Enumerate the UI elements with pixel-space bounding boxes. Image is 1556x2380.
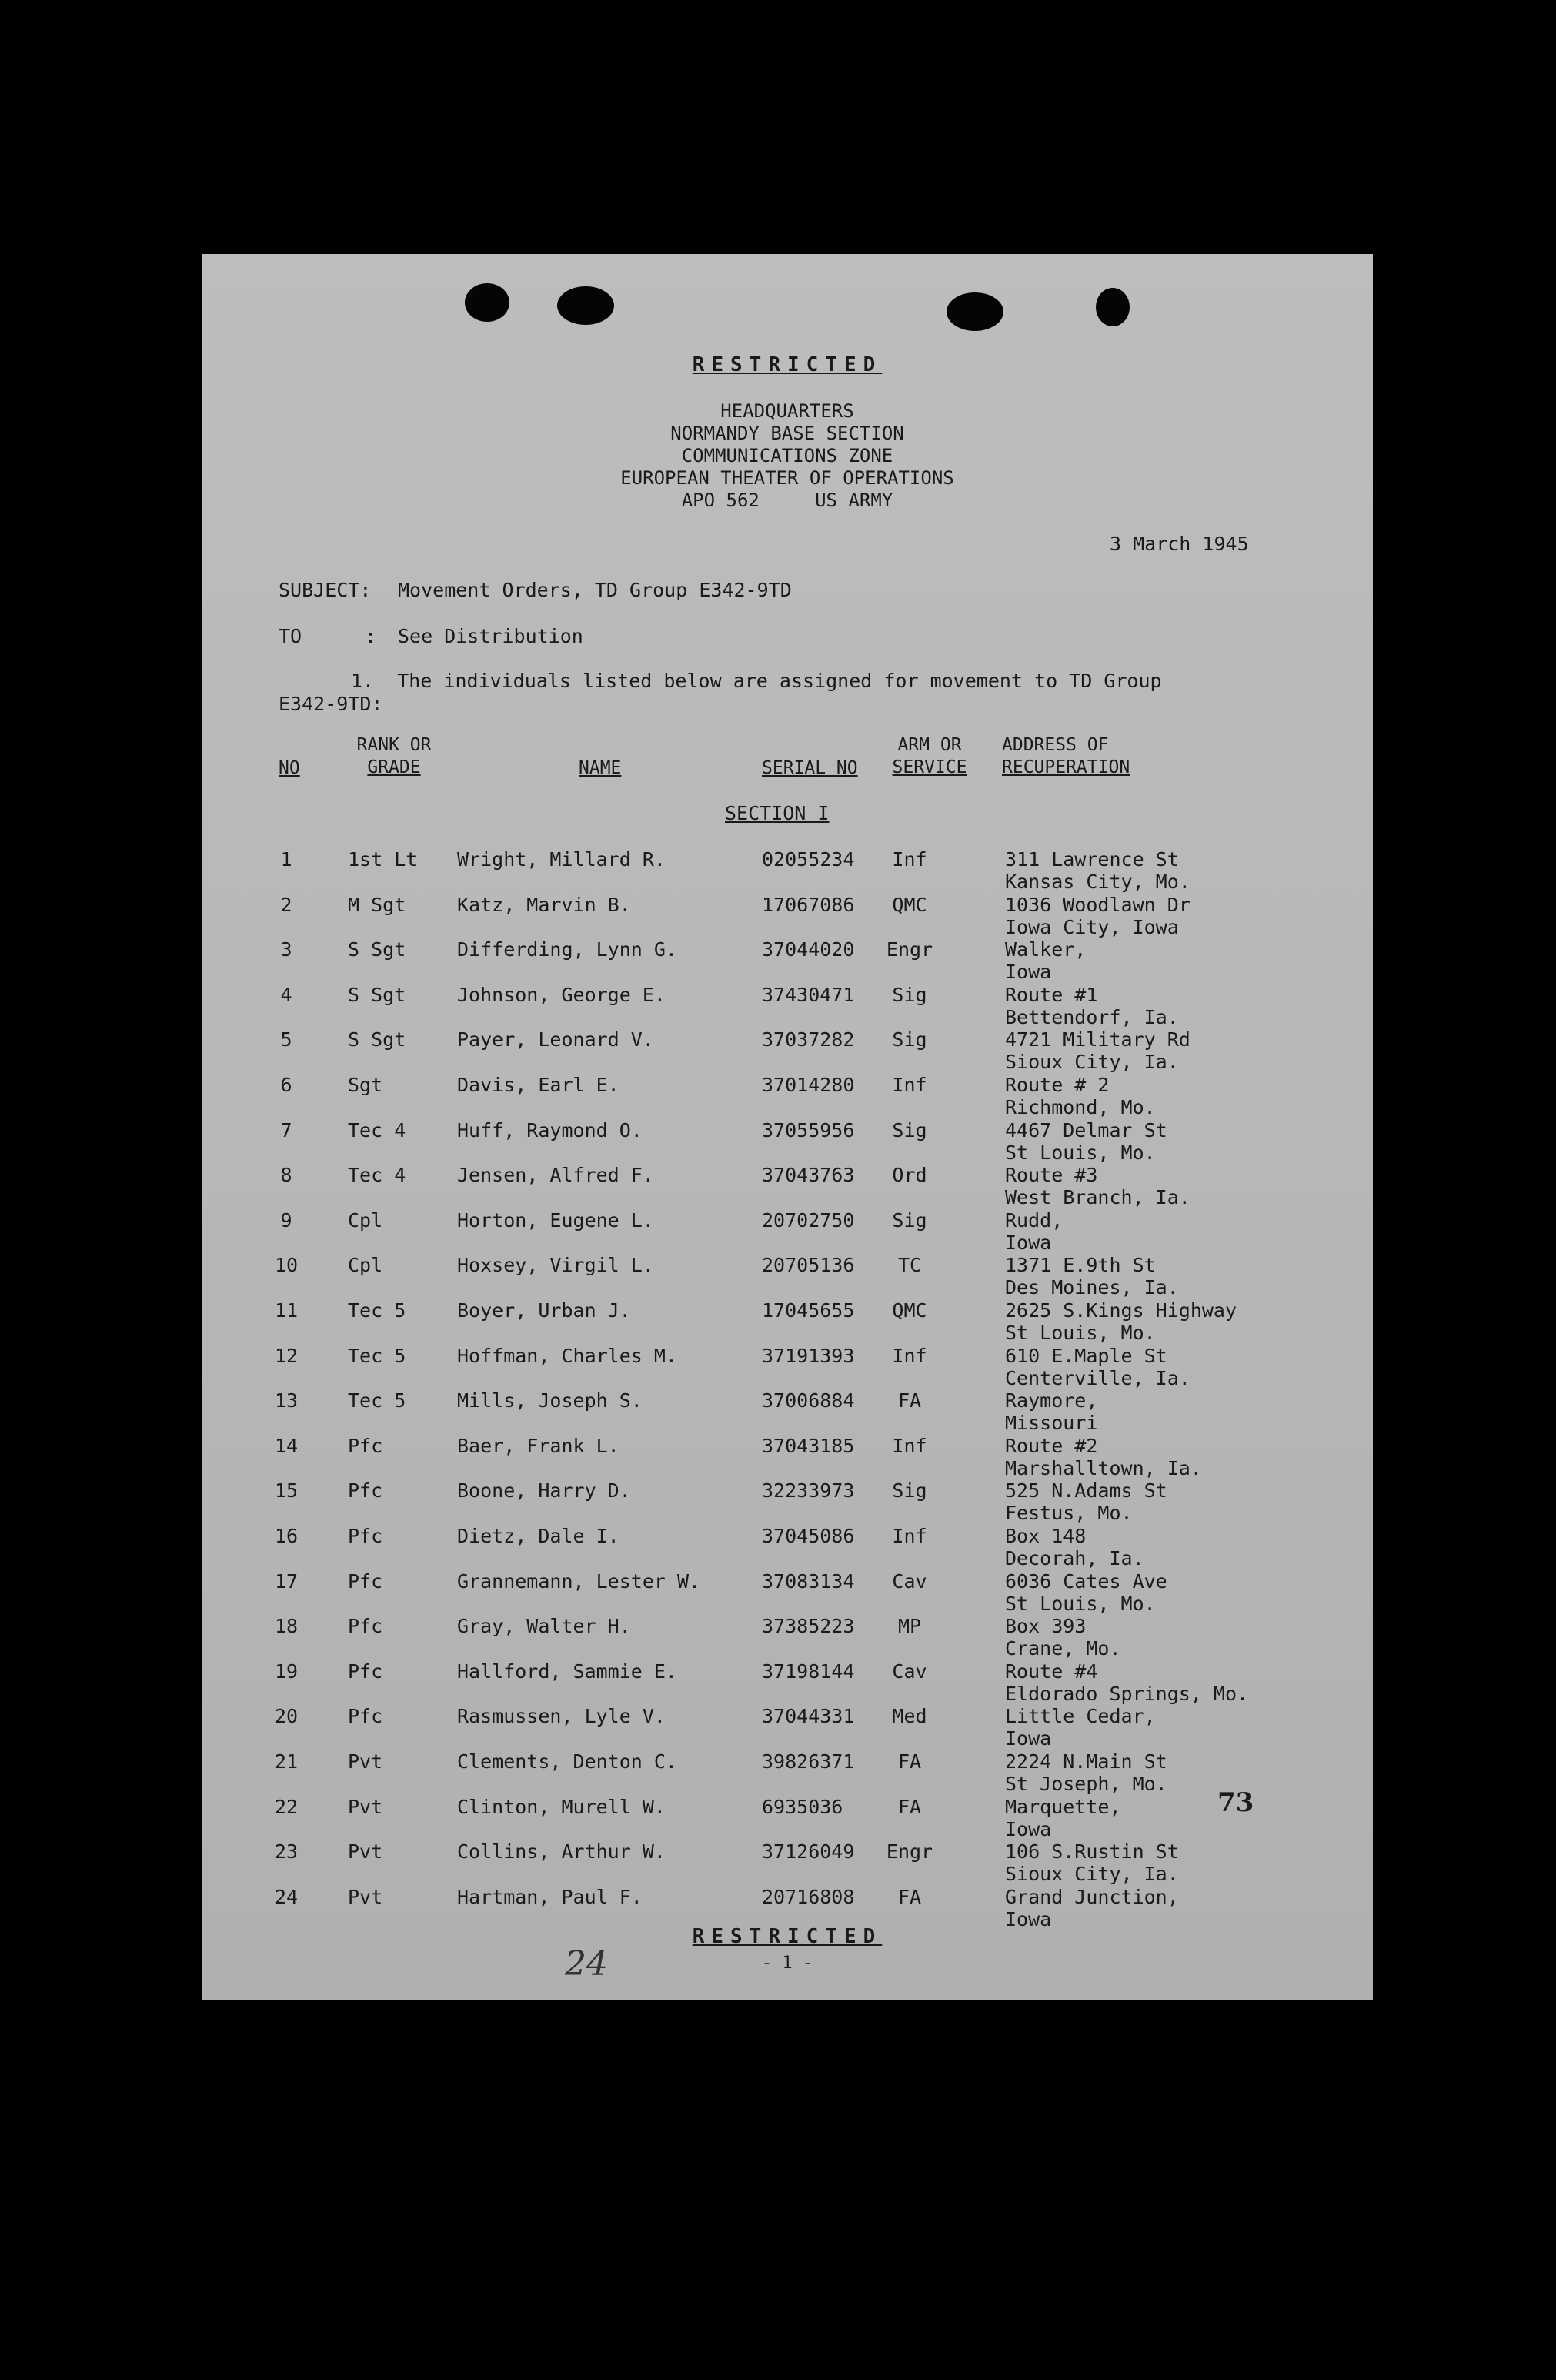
table-row: [202, 1525, 1373, 1569]
row-arm: FA: [897, 1885, 922, 1908]
row-name: Collins, Arthur W.: [457, 1840, 666, 1864]
row-name: Hartman, Paul F.: [457, 1885, 643, 1908]
row-name: Hoffman, Charles M.: [457, 1344, 677, 1367]
row-name: Mills, Joseph S.: [457, 1389, 643, 1412]
row-address-line2: West Branch, Ia.: [1005, 1186, 1190, 1209]
table-row: [202, 984, 1373, 1028]
document-date: 3 March 1945: [1110, 533, 1249, 555]
row-serial: 37043185: [762, 1434, 855, 1457]
row-arm: Inf: [892, 1434, 927, 1457]
row-rank: Tec 4: [348, 1118, 406, 1142]
row-name: Boyer, Urban J.: [457, 1299, 631, 1322]
row-rank: Cpl: [348, 1254, 383, 1277]
table-row: [202, 1660, 1373, 1705]
row-serial: 17045655: [762, 1299, 855, 1322]
row-arm: Inf: [892, 1344, 927, 1367]
row-address-line2: Iowa: [1005, 961, 1052, 984]
row-address-line2: Decorah, Ia.: [1005, 1547, 1144, 1569]
row-number: 12: [274, 1344, 299, 1367]
row-name: Gray, Walter H.: [457, 1615, 631, 1638]
row-serial: 20702750: [762, 1208, 855, 1232]
table-row: [202, 1028, 1373, 1073]
row-rank: Cpl: [348, 1208, 383, 1232]
row-address-line2: Sioux City, Ia.: [1005, 1051, 1179, 1074]
row-arm: FA: [897, 1389, 922, 1412]
paragraph-line: 1. The individuals listed below are assigned for movement to TD Group: [351, 670, 1162, 692]
row-rank: S Sgt: [348, 983, 406, 1006]
letterhead-line: EUROPEAN THEATER OF OPERATIONS: [620, 467, 954, 489]
row-number: 24: [274, 1885, 299, 1908]
row-address-line2: Iowa: [1005, 1727, 1052, 1750]
row-rank: Pfc: [348, 1479, 383, 1503]
row-address-line1: 106 S.Rustin St: [1005, 1840, 1179, 1864]
row-rank: Tec 5: [348, 1299, 406, 1322]
classification-footer: RESTRICTED: [692, 1925, 883, 1948]
row-address-line1: 610 E.Maple St: [1005, 1344, 1167, 1367]
section-title: SECTION I: [725, 802, 830, 824]
row-name: Jensen, Alfred F.: [457, 1164, 654, 1187]
row-address-line1: Route #4: [1005, 1660, 1098, 1683]
col-header-no: NO: [279, 758, 300, 778]
row-arm: FA: [897, 1795, 922, 1818]
row-serial: 6935036: [762, 1795, 843, 1818]
row-serial: 37014280: [762, 1074, 855, 1096]
row-address-line2: Bettendorf, Ia.: [1005, 1005, 1179, 1028]
table-row: [202, 1164, 1373, 1208]
row-number: 5: [280, 1028, 292, 1051]
row-name: Huff, Raymond O.: [457, 1118, 643, 1142]
row-serial: 17067086: [762, 893, 855, 916]
row-serial: 37191393: [762, 1344, 855, 1367]
row-rank: Pvt: [348, 1750, 383, 1773]
row-serial: 37037282: [762, 1028, 855, 1051]
row-serial: 39826371: [762, 1750, 855, 1773]
row-number: 20: [274, 1705, 299, 1728]
punch-hole: [465, 283, 509, 322]
row-serial: 37055956: [762, 1118, 855, 1142]
row-serial: 02055234: [762, 848, 855, 871]
punch-hole: [1096, 288, 1130, 326]
row-number: 4: [280, 983, 292, 1006]
row-name: Hallford, Sammie E.: [457, 1660, 677, 1683]
row-number: 10: [274, 1254, 299, 1277]
row-arm: Sig: [892, 1208, 927, 1232]
row-serial: 37126049: [762, 1840, 855, 1864]
row-rank: Pvt: [348, 1840, 383, 1864]
table-row: [202, 894, 1373, 938]
row-arm: Ord: [892, 1164, 927, 1187]
row-address-line2: Centerville, Ia.: [1005, 1366, 1190, 1389]
row-address-line1: Route #1: [1005, 983, 1098, 1006]
letterhead-line: HEADQUARTERS: [720, 400, 854, 422]
row-name: Boone, Harry D.: [457, 1479, 631, 1503]
classification-header: RESTRICTED: [692, 353, 883, 376]
row-address-line1: Box 393: [1005, 1615, 1087, 1638]
table-row: [202, 1435, 1373, 1479]
col-header-arm-top: ARM OR: [897, 735, 962, 755]
row-arm: QMC: [892, 1299, 927, 1322]
letterhead-line: APO 562 US ARMY: [681, 490, 893, 511]
table-row: [202, 1840, 1373, 1885]
to-colon: :: [365, 625, 377, 647]
row-number: 16: [274, 1525, 299, 1547]
row-address-line1: Box 148: [1005, 1525, 1087, 1547]
page-number: - 1 -: [761, 1954, 813, 1973]
row-serial: 37044331: [762, 1705, 855, 1728]
subject-value: Movement Orders, TD Group E342-9TD: [398, 579, 792, 601]
row-address-line2: Richmond, Mo.: [1005, 1096, 1156, 1118]
table-row: [202, 1705, 1373, 1750]
table-row: [202, 1345, 1373, 1389]
row-name: Wright, Millard R.: [457, 848, 666, 871]
row-rank: M Sgt: [348, 893, 406, 916]
row-address-line2: Sioux City, Ia.: [1005, 1863, 1179, 1886]
col-header-address-top: ADDRESS OF: [1002, 735, 1109, 755]
row-number: 2: [280, 893, 292, 916]
table-row: [202, 1254, 1373, 1299]
stamp-number: 73: [1217, 1787, 1254, 1818]
row-arm: Inf: [892, 1074, 927, 1096]
row-arm: Sig: [892, 1118, 927, 1142]
row-serial: 20705136: [762, 1254, 855, 1277]
table-row: [202, 1615, 1373, 1660]
row-address-line1: 1036 Woodlawn Dr: [1005, 893, 1190, 916]
row-arm: Sig: [892, 983, 927, 1006]
row-number: 19: [274, 1660, 299, 1683]
to-label: TO: [279, 625, 302, 647]
row-number: 14: [274, 1434, 299, 1457]
col-header-arm: [885, 734, 974, 779]
row-serial: 37044020: [762, 938, 855, 961]
col-header-arm-bottom: SERVICE: [892, 757, 967, 777]
col-header-rank-top: RANK OR: [356, 735, 432, 755]
row-address-line1: 4467 Delmar St: [1005, 1118, 1167, 1142]
row-number: 13: [274, 1389, 299, 1412]
row-number: 3: [280, 938, 292, 961]
row-address-line1: 311 Lawrence St: [1005, 848, 1179, 871]
row-rank: Tec 5: [348, 1389, 406, 1412]
row-arm: FA: [897, 1750, 922, 1773]
row-serial: 32233973: [762, 1479, 855, 1503]
table-row: [202, 1886, 1373, 1930]
letterhead-line: NORMANDY BASE SECTION: [670, 423, 904, 444]
row-name: Katz, Marvin B.: [457, 893, 631, 916]
row-serial: 20716808: [762, 1885, 855, 1908]
row-number: 11: [274, 1299, 299, 1322]
row-address-line1: Rudd,: [1005, 1208, 1063, 1232]
row-name: Johnson, George E.: [457, 983, 666, 1006]
row-number: 6: [280, 1074, 292, 1096]
table-row: [202, 1750, 1373, 1795]
row-number: 8: [280, 1164, 292, 1187]
row-rank: S Sgt: [348, 1028, 406, 1051]
row-rank: Pfc: [348, 1705, 383, 1728]
row-serial: 37043763: [762, 1164, 855, 1187]
row-address-line2: Iowa: [1005, 1817, 1052, 1840]
row-rank: Sgt: [348, 1074, 383, 1096]
col-header-serial: SERIAL NO: [762, 758, 858, 778]
row-rank: Tec 5: [348, 1344, 406, 1367]
letterhead-line: COMMUNICATIONS ZONE: [681, 445, 893, 466]
row-name: Clements, Denton C.: [457, 1750, 677, 1773]
row-rank: Pfc: [348, 1569, 383, 1593]
row-address-line1: 2625 S.Kings Highway: [1005, 1299, 1237, 1322]
row-address-line1: Route #3: [1005, 1164, 1098, 1187]
row-number: 18: [274, 1615, 299, 1638]
col-header-address-bottom: RECUPERATION: [1002, 757, 1130, 777]
row-number: 1: [280, 848, 292, 871]
row-address-line1: Route #2: [1005, 1434, 1098, 1457]
row-address-line2: St Louis, Mo.: [1005, 1592, 1156, 1615]
row-number: 22: [274, 1795, 299, 1818]
row-rank: Pfc: [348, 1434, 383, 1457]
row-name: Clinton, Murell W.: [457, 1795, 666, 1818]
table-row: [202, 1389, 1373, 1434]
row-number: 7: [280, 1118, 292, 1142]
row-serial: 37083134: [762, 1569, 855, 1593]
row-number: 21: [274, 1750, 299, 1773]
row-address-line2: Missouri: [1005, 1412, 1098, 1435]
paragraph-line: E342-9TD:: [279, 693, 383, 715]
punch-hole: [947, 292, 1003, 331]
row-address-line2: Eldorado Springs, Mo.: [1005, 1682, 1249, 1705]
row-name: Baer, Frank L.: [457, 1434, 619, 1457]
row-address-line1: Marquette,: [1005, 1795, 1121, 1818]
row-number: 23: [274, 1840, 299, 1864]
table-row: [202, 1074, 1373, 1118]
row-rank: Pfc: [348, 1615, 383, 1638]
row-address-line2: Des Moines, Ia.: [1005, 1276, 1179, 1299]
row-arm: Med: [892, 1705, 927, 1728]
table-row: [202, 848, 1373, 893]
table-row: [202, 1119, 1373, 1164]
table-row: [202, 1299, 1373, 1344]
row-serial: 37045086: [762, 1525, 855, 1547]
row-rank: Pfc: [348, 1660, 383, 1683]
row-address-line2: Crane, Mo.: [1005, 1637, 1121, 1660]
row-address-line1: 525 N.Adams St: [1005, 1479, 1167, 1503]
row-arm: Inf: [892, 1525, 927, 1547]
row-name: Horton, Eugene L.: [457, 1208, 654, 1232]
row-address-line1: Walker,: [1005, 938, 1087, 961]
row-address-line1: 1371 E.9th St: [1005, 1254, 1156, 1277]
letterhead: [202, 400, 1373, 512]
row-address-line2: Festus, Mo.: [1005, 1502, 1133, 1525]
row-name: Davis, Earl E.: [457, 1074, 619, 1096]
row-address-line2: Kansas City, Mo.: [1005, 871, 1190, 893]
row-address-line1: Raymore,: [1005, 1389, 1098, 1412]
handwritten-mark: 24: [565, 1944, 608, 1984]
row-arm: Sig: [892, 1028, 927, 1051]
row-rank: Pfc: [348, 1525, 383, 1547]
row-rank: Tec 4: [348, 1164, 406, 1187]
row-address-line2: St Louis, Mo.: [1005, 1322, 1156, 1344]
table-row: [202, 1796, 1373, 1840]
row-arm: QMC: [892, 893, 927, 916]
row-name: Grannemann, Lester W.: [457, 1569, 701, 1593]
col-header-address: [1002, 734, 1130, 779]
row-name: Rasmussen, Lyle V.: [457, 1705, 666, 1728]
table-row: [202, 938, 1373, 983]
row-name: Hoxsey, Virgil L.: [457, 1254, 654, 1277]
row-serial: 37385223: [762, 1615, 855, 1638]
row-arm: MP: [897, 1615, 922, 1638]
col-header-name: NAME: [579, 758, 622, 778]
row-address-line1: Route # 2: [1005, 1074, 1110, 1096]
row-address-line2: St Joseph, Mo.: [1005, 1773, 1167, 1795]
row-serial: 37430471: [762, 983, 855, 1006]
row-arm: Engr: [886, 1840, 933, 1864]
document-sheet: [202, 254, 1373, 2000]
row-name: Differding, Lynn G.: [457, 938, 677, 961]
col-header-rank: [340, 734, 448, 779]
row-address-line2: Iowa City, Iowa: [1005, 915, 1179, 938]
row-arm: Engr: [886, 938, 933, 961]
row-address-line1: 4721 Military Rd: [1005, 1028, 1190, 1051]
row-address-line1: 6036 Cates Ave: [1005, 1569, 1167, 1593]
row-name: Payer, Leonard V.: [457, 1028, 654, 1051]
row-address-line2: Iowa: [1005, 1907, 1052, 1930]
row-name: Dietz, Dale I.: [457, 1525, 619, 1547]
row-arm: Sig: [892, 1479, 927, 1503]
to-value: See Distribution: [398, 625, 583, 647]
row-arm: TC: [897, 1254, 922, 1277]
table-row: [202, 1570, 1373, 1615]
row-arm: Cav: [892, 1660, 927, 1683]
table-row: [202, 1479, 1373, 1524]
row-address-line2: Iowa: [1005, 1231, 1052, 1254]
row-address-line1: Little Cedar,: [1005, 1705, 1156, 1728]
row-address-line1: Grand Junction,: [1005, 1885, 1179, 1908]
row-rank: 1st Lt: [348, 848, 418, 871]
punch-hole: [557, 286, 614, 325]
row-number: 9: [280, 1208, 292, 1232]
row-number: 15: [274, 1479, 299, 1503]
col-header-rank-bottom: GRADE: [367, 757, 421, 777]
row-number: 17: [274, 1569, 299, 1593]
row-rank: Pvt: [348, 1885, 383, 1908]
row-rank: Pvt: [348, 1795, 383, 1818]
row-serial: 37006884: [762, 1389, 855, 1412]
row-address-line2: Marshalltown, Ia.: [1005, 1456, 1202, 1479]
row-arm: Inf: [892, 848, 927, 871]
table-row: [202, 1209, 1373, 1254]
row-serial: 37198144: [762, 1660, 855, 1683]
row-rank: S Sgt: [348, 938, 406, 961]
row-address-line2: St Louis, Mo.: [1005, 1141, 1156, 1164]
row-arm: Cav: [892, 1569, 927, 1593]
row-address-line1: 2224 N.Main St: [1005, 1750, 1167, 1773]
subject-label: SUBJECT:: [279, 579, 372, 601]
